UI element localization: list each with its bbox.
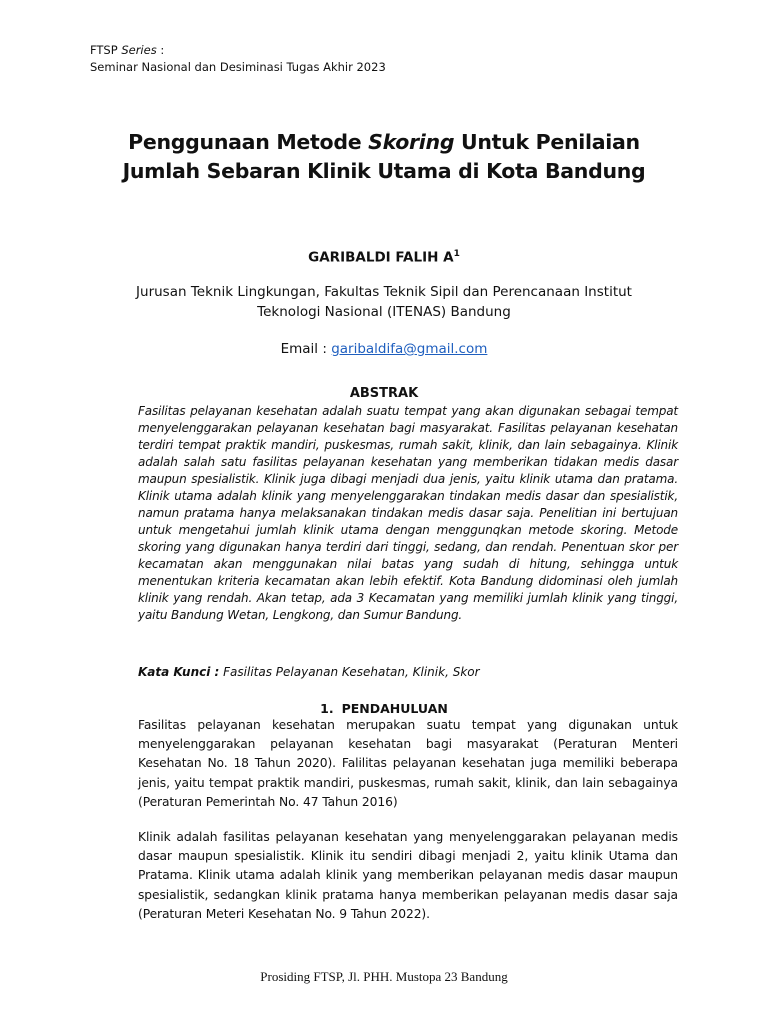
- keywords-label: Kata Kunci :: [138, 665, 220, 679]
- abstract-heading: ABSTRAK: [349, 386, 419, 401]
- series-prefix: FTSP: [90, 43, 122, 57]
- section-heading-introduction: [0, 700, 768, 717]
- email-link[interactable]: garibaldifa@gmail.com: [331, 341, 488, 357]
- affiliation: Jurusan Teknik Lingkungan, Fakultas Teknik Sipil dan Perencanaan Institut Teknologi Nasional (ITENAS) Bandung: [136, 284, 632, 320]
- email-label: Email :: [280, 341, 332, 357]
- abstract-body: Fasilitas pelayanan kesehatan adalah suatu tempat yang akan digunakan sebagai tempat menyelenggarakan pelayanan kesehatan bagi masyarakat. Fasilitas pelayanan kesehatan terdiri tempat praktik mandiri, puskesmas, rumah sakit, klinik, dan lain sebagainya. Klinik adalah salah satu fasilitas pelayanan kesehatan yang memberikan tidakan medis dasar maupun spesialistik. Klinik juga dibagi menjadi dua jenis, yaitu klinik utama dan pratama. Klinik utama adalah klinik yang menyelenggarakan tindakan medis dasar dan spesialistik, namun pratama hanya melaksanakan tindakan medis dasar saja. Penelitian ini bertujuan untuk mengetahui jumlah klinik utama dengan menggunqkan metode skoring. Metode skoring yang digunakan hanya terdiri dari tinggi, sedang, dan rendah. Penentuan skor per kecamatan akan menggunakan nilai batas yang sudah di hitung, sehingga untuk menentukan kriteria kecamatan akan lebih efektif. Kota Bandung didominasi oleh jumlah klinik yang rendah. Akan tetap, ada 3 Kecamatan yang memiliki jumlah klinik yang tinggi, yaitu Bandung Wetan, Lengkong, dan Sumur Bandung.: [138, 404, 678, 622]
- intro-paragraph-1: Fasilitas pelayanan kesehatan merupakan suatu tempat yang digunakan untuk menyelenggarakan pelayanan kesehatan bagi masyarakat (Peraturan Menteri Kesehatan No. 18 Tahun 2020). Falilitas pelayanan kesehatan juga memiliki beberapa jenis, yaitu tempat praktik mandiri, puskesmas, rumah sakit, klinik, dan lain sebagainya (Peraturan Pemerintah No. 47 Tahun 2016): [138, 718, 678, 809]
- series-word: Series: [121, 43, 157, 57]
- section-title: PENDAHULUAN: [341, 701, 448, 716]
- series-line: [90, 42, 386, 59]
- page-footer: Prosiding FTSP, Jl. PHH. Mustopa 23 Bandung: [260, 969, 508, 984]
- title-part-1: Penggunaan Metode: [128, 130, 369, 154]
- keywords-value: Fasilitas Pelayanan Kesehatan, Klinik, Skor: [219, 665, 480, 679]
- paper-title: [100, 128, 668, 186]
- keywords: [138, 664, 678, 681]
- section-number: 1.: [320, 701, 334, 716]
- series-suffix: :: [156, 43, 165, 57]
- title-part-2: Untuk Penilaian Jumlah Sebaran Klinik Utama di Kota Bandung: [122, 130, 646, 183]
- intro-paragraph-2: Klinik adalah fasilitas pelayanan kesehatan yang menyelenggarakan pelayanan medis dasar maupun spesialistik. Klinik itu sendiri dibagi menjadi 2, yaitu klinik Utama dan Pratama. Klinik utama adalah klinik yang memberikan pelayanan medis dasar maupun spesialistik, sedangkan klinik pratama hanya memberikan pelayanan medis dasar saja (Peraturan Meteri Kesehatan No. 9 Tahun 2022).: [138, 830, 678, 921]
- author-affiliation-mark: 1: [453, 249, 460, 259]
- seminar-name: Seminar Nasional dan Desiminasi Tugas Akhir 2023: [90, 60, 386, 74]
- email-line: [0, 339, 768, 359]
- author: [0, 244, 768, 268]
- title-italic-word: Skoring: [368, 130, 455, 154]
- running-header: [90, 42, 386, 76]
- author-name: GARIBALDI FALIH A: [308, 249, 454, 266]
